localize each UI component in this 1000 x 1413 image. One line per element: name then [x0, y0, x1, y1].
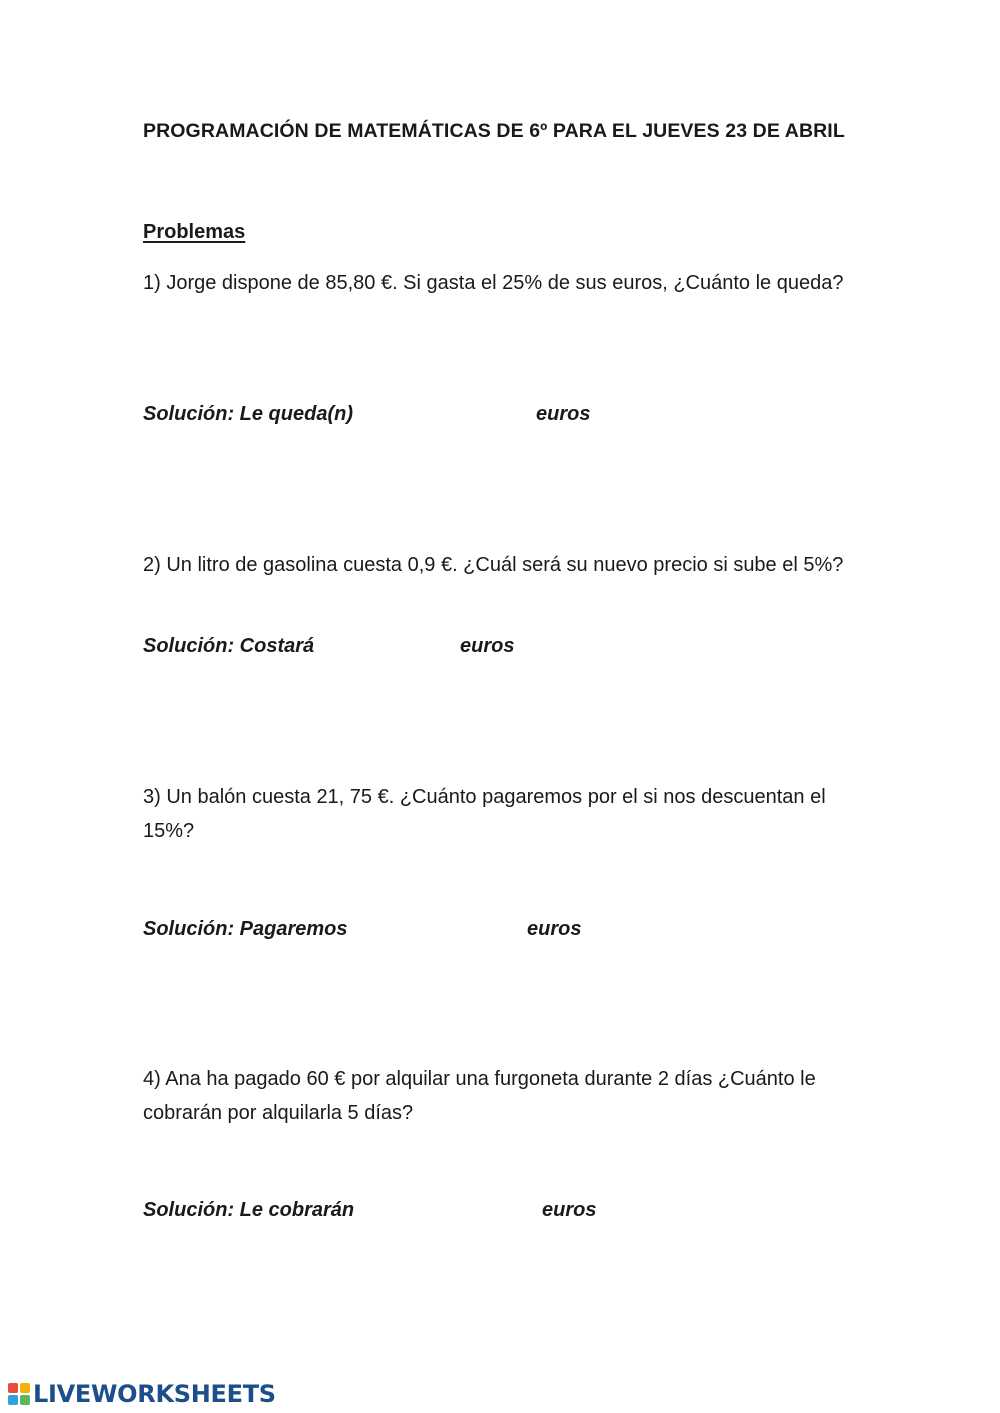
section-heading-problems: Problemas: [143, 221, 246, 243]
problem-1-solution-unit: euros: [536, 403, 591, 425]
problem-4-solution-unit: euros: [542, 1199, 597, 1221]
logo-tile-green: [20, 1395, 30, 1405]
logo-tile-yellow: [20, 1383, 30, 1393]
problem-4-solution-label: Solución: Le cobrarán: [143, 1199, 355, 1221]
problem-2-text: 2) Un litro de gasolina cuesta 0,9 €. ¿Cuál será su nuevo precio si sube el 5%?: [143, 554, 844, 576]
footer-logo[interactable]: [8, 1380, 276, 1408]
liveworksheets-logo-icon: [8, 1383, 30, 1405]
problem-1-text: 1) Jorge dispone de 85,80 €. Si gasta el 25% de sus euros, ¿Cuánto le queda?: [143, 272, 844, 294]
problem-4-text: 4) Ana ha pagado 60 € por alquilar una furgoneta durante 2 días ¿Cuánto le cobrarán por alquilarla 5 días?: [143, 1068, 816, 1124]
problem-3-solution-unit: euros: [527, 918, 582, 940]
problem-3-text: 3) Un balón cuesta 21, 75 €. ¿Cuánto pagaremos por el si nos descuentan el 15%?: [143, 786, 826, 842]
problem-1-solution-label: Solución: Le queda(n): [143, 403, 353, 425]
logo-tile-red: [8, 1383, 18, 1393]
page-title: PROGRAMACIÓN DE MATEMÁTICAS DE 6º PARA EL JUEVES 23 DE ABRIL: [143, 120, 845, 142]
problem-2-solution-label: Solución: Costará: [143, 635, 315, 657]
problem-2-solution-unit: euros: [460, 635, 515, 657]
logo-tile-blue: [8, 1395, 18, 1405]
footer-logo-text: LIVEWORKSHEETS: [33, 1380, 276, 1408]
problem-3-solution-label: Solución: Pagaremos: [143, 918, 348, 940]
